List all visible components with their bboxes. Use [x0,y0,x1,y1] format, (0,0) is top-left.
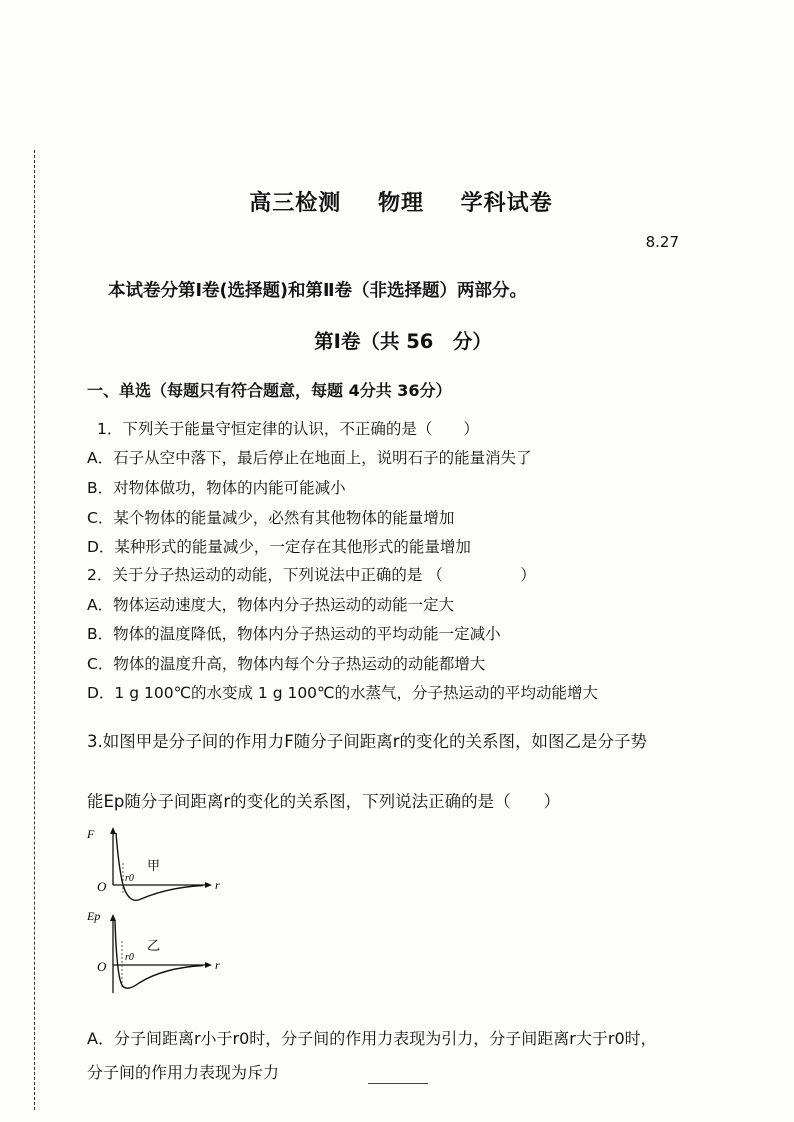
graph-jia-origin: O [97,879,107,894]
exam-date: 8.27 [645,233,679,251]
graph-jia-y-arrow [110,827,116,834]
graph-yi [86,909,220,993]
part-heading: 一、单选（每题只有符合题意，每题 4分共 36分） [87,381,452,400]
q1-option-b: B．对物体做功，物体的内能可能减小 [87,479,346,497]
q2-option-c: C．物体的温度升高，物体内每个分子热运动的动能都增大 [87,655,486,673]
graph-jia-y-label: F [87,827,95,841]
graph-yi-r0-label: r0 [125,952,134,963]
question-3-stem-line2: 能Ep随分子间距离r的变化的关系图，下列说法正确的是（ ） [87,792,561,811]
title-part: 学科试卷 [460,191,553,216]
title-part: 高三检测 [249,191,342,216]
q3-graphs [85,823,235,1002]
question-2-stem: 2．关于分子热运动的动能，下列说法中正确的是 （ ） [87,566,536,584]
q1-option-d: D．某种形式的能量减少，一定存在其他形式的能量增加 [87,538,471,556]
binding-dashed-line [34,150,35,1110]
q2-option-d: D．1 g 100℃的水变成 1 g 100℃的水蒸气，分子热运动的平均动能增大 [87,684,598,702]
graph-yi-y-arrow [110,914,116,921]
section-title: 第Ⅰ卷（共 56 分） [314,330,492,353]
graph-yi-x-arrow [205,962,212,968]
exam-title [0,186,794,217]
graph-jia-x-arrow [205,882,212,888]
q1-option-c: C．某个物体的能量减少，必然有其他物体的能量增加 [87,509,455,527]
q2-option-a: A．物体运动速度大，物体内分子热运动的动能一定大 [87,596,455,614]
q3-option-a-line1: A．分子间距离r小于r0时，分子间的作用力表现为引力，分子间距离r大于r0时， [87,1029,657,1048]
q1-option-a: A．石子从空中落下，最后停止在地面上，说明石子的能量消失了 [87,449,532,467]
graph-yi-x-label: r [215,958,220,972]
exam-intro: 本试卷分第Ⅰ卷(选择题)和第Ⅱ卷（非选择题）两部分。 [108,281,528,301]
q3-option-a-line2: 分子间的作用力表现为斥力 [87,1063,280,1082]
title-part: 物理 [377,191,424,216]
question-1-stem: 1．下列关于能量守恒定律的认识，不正确的是（ ） [97,420,479,438]
graph-jia-r0-label: r0 [125,873,134,884]
footer-mark [368,1083,428,1084]
graph-jia [86,827,220,900]
q2-option-b: B．物体的温度降低，物体内分子热运动的平均动能一定减小 [87,625,501,643]
graph-yi-name: 乙 [147,939,161,954]
graph-jia-x-label: r [215,878,220,892]
graph-yi-origin: O [97,959,107,974]
force-energy-graphs [85,823,235,998]
question-3-stem-line1: 3.如图甲是分子间的作用力F随分子间距离r的变化的关系图，如图乙是分子势 [87,732,648,751]
graph-yi-y-label: Ep [87,909,101,923]
graph-jia-name: 甲 [147,859,161,874]
